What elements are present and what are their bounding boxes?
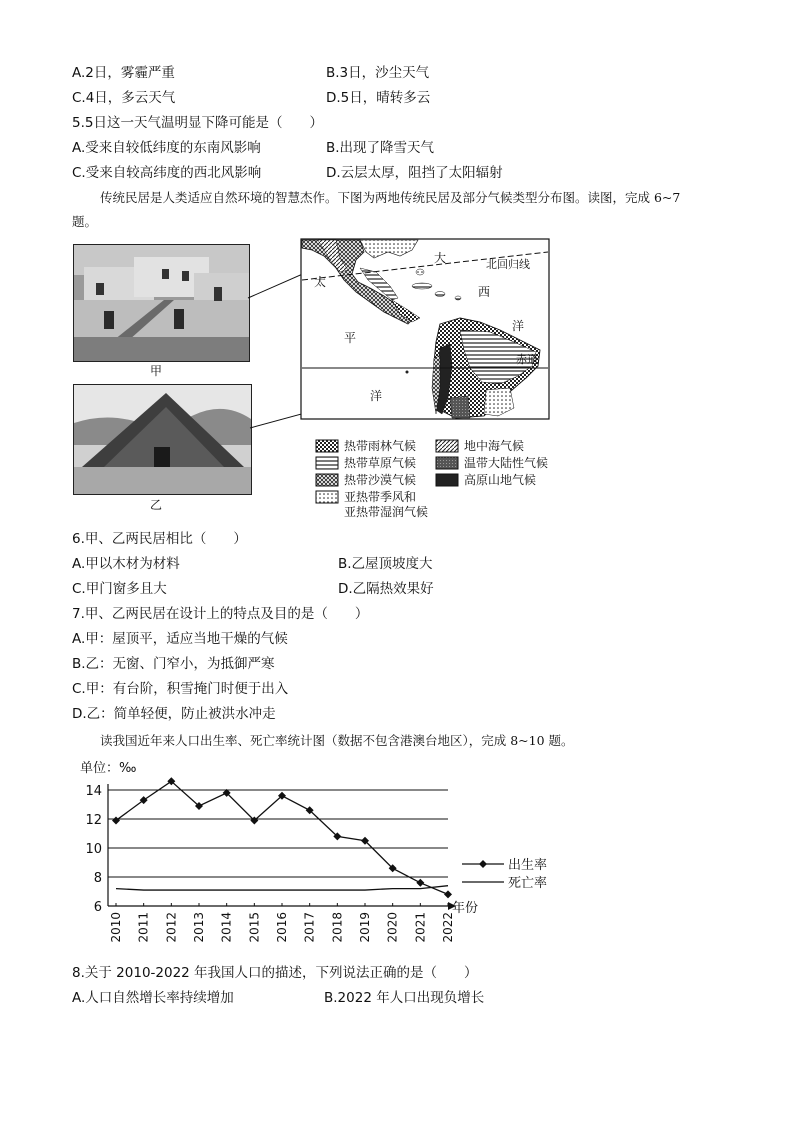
q8-stem: 8.关于 2010-2022 年我国人口的描述，下列说法正确的是（ ） — [72, 965, 478, 981]
q7-option-c: C.甲：有台阶，积雪掩门时便于出入 — [72, 681, 289, 697]
legend-label-birth-rate: 出生率 — [508, 858, 548, 873]
chart-x-axis-label: 年份 — [452, 901, 479, 916]
x-tick-label-2010: 2010 — [109, 912, 123, 943]
y-tick-label-14: 14 — [85, 784, 102, 799]
q5-stem: 5.5日这一天气温明显下降可能是（ ） — [72, 115, 323, 131]
chart-series — [112, 777, 452, 898]
equator-label: 赤道 — [516, 353, 538, 366]
q7-option-a: A.甲：屋顶平，适应当地干燥的气候 — [72, 631, 288, 647]
legend-swatch-highland — [436, 474, 458, 486]
q6-option-a: A.甲以木材为材料 — [72, 556, 180, 572]
q4-option-d: D.5日，晴转多云 — [326, 90, 431, 106]
x-tick-label-2014: 2014 — [219, 912, 234, 943]
legend-swatch-rainforest — [316, 440, 338, 452]
intro-6-7-line1: 传统民居是人类适应自然环境的智慧杰作。下图为两地传统民居及部分气候类型分布图。读图，完成 6~7 — [100, 190, 681, 205]
q8-option-b: B.2022 年人口出现负增长 — [324, 990, 485, 1006]
legend-label-savanna: 热带草原气候 — [344, 456, 417, 470]
y-tick-label-8: 8 — [93, 871, 102, 886]
legend-label-death-rate: 死亡率 — [508, 876, 548, 891]
climate-map — [300, 238, 550, 420]
ocean-atlantic-char-3: 洋 — [512, 319, 525, 333]
q5-option-c: C.受来自较高纬度的西北风影响 — [72, 165, 262, 181]
intro-8-10: 读我国近年来人口出生率、死亡率统计图（数据不包含港澳台地区），完成 8~10 题。 — [100, 733, 574, 748]
legend-label-desert: 热带沙漠气候 — [344, 473, 417, 487]
q6-option-d: D.乙隔热效果好 — [338, 581, 434, 597]
intro-6-7-line2: 题。 — [72, 214, 98, 229]
q5-option-a: A.受来自较低纬度的东南风影响 — [72, 140, 261, 156]
y-tick-label-12: 12 — [85, 813, 102, 828]
x-tick-label-2012: 2012 — [164, 912, 179, 943]
chart-legend — [462, 857, 547, 891]
tropic-label: 北回归线 — [486, 258, 530, 271]
legend-marker-birth-rate — [479, 860, 487, 868]
legend-swatch-desert — [316, 474, 338, 486]
x-tick-label-2021: 2021 — [413, 912, 428, 943]
q4-option-b: B.3日，沙尘天气 — [326, 65, 430, 81]
legend-label-highland: 高原山地气候 — [464, 473, 537, 487]
legend-label-continental: 温带大陆性气候 — [464, 456, 549, 470]
legend-label-monsoon-cont: 亚热带湿润气候 — [344, 505, 429, 519]
photo-jia-caption: 甲 — [150, 364, 163, 378]
birth-rate-point-2022 — [444, 890, 452, 898]
q7-option-d: D.乙：简单轻便，防止被洪水冲走 — [72, 706, 276, 722]
q5-option-d: D.云层太厚，阻挡了太阳辐射 — [326, 165, 503, 181]
q7-stem: 7.甲、乙两民居在设计上的特点及目的是（ ） — [72, 606, 369, 622]
birth-rate-point-2021 — [416, 879, 424, 887]
ocean-pacific-char-1: 太 — [314, 275, 327, 289]
chart-y-ticks — [85, 784, 102, 915]
x-tick-label-2013: 2013 — [192, 912, 206, 943]
x-tick-label-2017: 2017 — [302, 912, 317, 943]
legend-swatch-mediterranean — [436, 440, 458, 452]
series-line-death-rate — [116, 886, 448, 890]
chart-gridlines — [108, 784, 456, 910]
ocean-atlantic-char-1: 大 — [434, 251, 447, 265]
y-tick-label-6: 6 — [93, 900, 102, 915]
q5-option-b: B.出现了降雪天气 — [326, 140, 435, 156]
legend-swatch-continental — [436, 457, 458, 469]
q8-option-a: A.人口自然增长率持续增加 — [72, 990, 234, 1006]
chart-unit-label: 单位：‰ — [80, 761, 137, 776]
x-tick-label-2011: 2011 — [136, 912, 151, 943]
ocean-pacific-char-3: 洋 — [370, 389, 383, 403]
chart-x-ticks — [109, 903, 455, 943]
x-tick-label-2015: 2015 — [247, 912, 262, 943]
q6-option-c: C.甲门窗多且大 — [72, 581, 167, 597]
legend-label-rainforest: 热带雨林气候 — [344, 439, 417, 453]
ocean-atlantic-char-2: 西 — [478, 285, 491, 299]
climate-legend — [314, 436, 564, 518]
x-tick-label-2020: 2020 — [385, 912, 400, 943]
q4-option-c: C.4日，多云天气 — [72, 90, 176, 106]
photo-yi-caption: 乙 — [150, 498, 163, 512]
ocean-pacific-char-2: 平 — [344, 331, 357, 345]
legend-label-mediterranean: 地中海气候 — [464, 439, 525, 453]
legend-swatch-savanna — [316, 457, 338, 469]
q6-stem: 6.甲、乙两民居相比（ ） — [72, 531, 247, 547]
q6-option-b: B.乙屋顶坡度大 — [338, 556, 433, 572]
q4-option-a: A.2日，雾霾严重 — [72, 65, 175, 81]
x-tick-label-2016: 2016 — [275, 912, 289, 943]
x-tick-label-2018: 2018 — [330, 912, 345, 943]
legend-swatch-monsoon — [316, 491, 338, 503]
x-tick-label-2019: 2019 — [358, 912, 372, 943]
q7-option-b: B.乙：无窗、门窄小，为抵御严寒 — [72, 656, 275, 672]
x-tick-label-2022: 2022 — [441, 912, 455, 943]
legend-label-monsoon: 亚热带季风和 — [344, 490, 417, 504]
y-tick-label-10: 10 — [85, 842, 102, 857]
population-rate-chart — [70, 752, 548, 952]
